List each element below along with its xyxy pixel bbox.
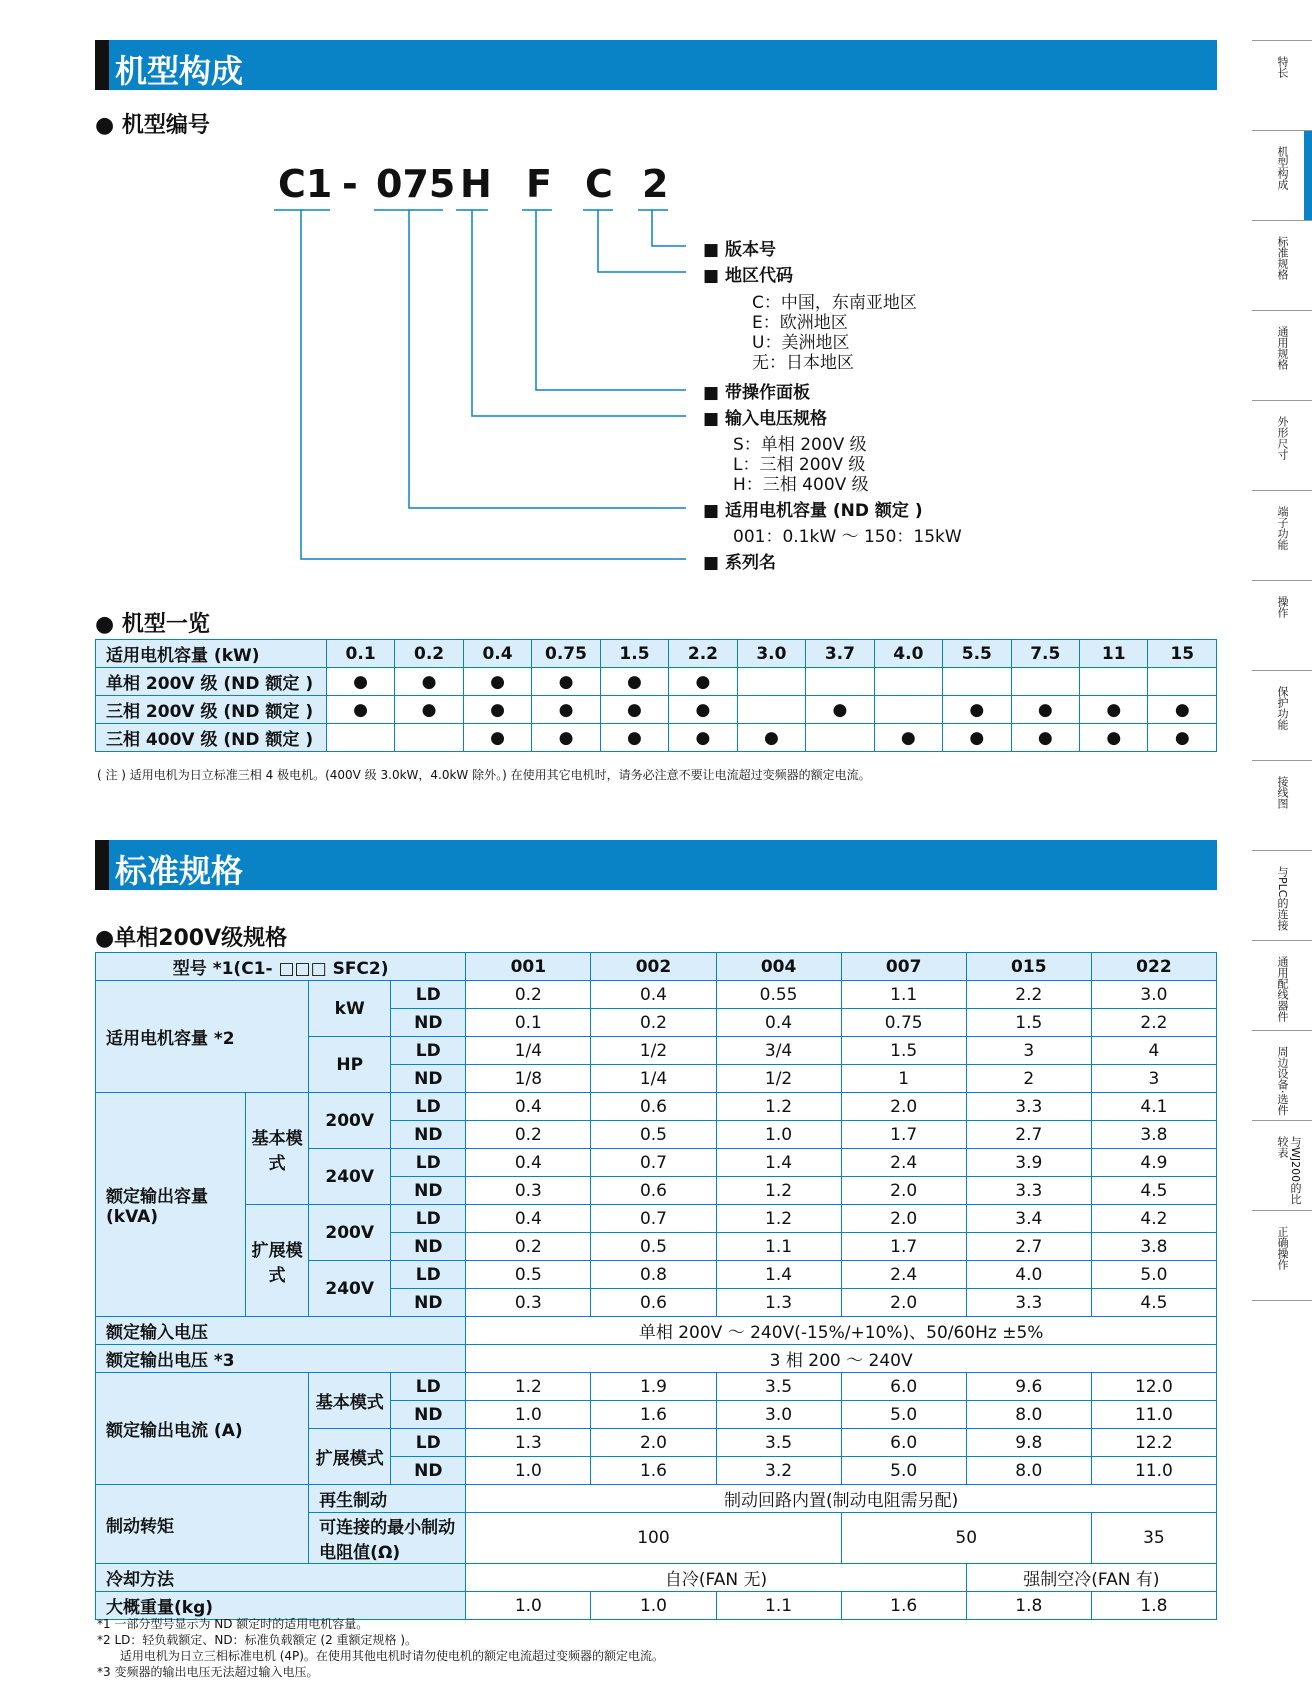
side-tab-model[interactable]: [1252, 130, 1312, 221]
side-tab-correct-use[interactable]: [1252, 1210, 1312, 1301]
mark-cell: [1080, 668, 1148, 696]
regen-value: 制动回路内置(制动电阻需另配): [466, 1485, 1217, 1513]
value-cell: 4.1: [1091, 1093, 1216, 1121]
lineup-row: [96, 696, 1217, 724]
mark-cell: ●: [669, 668, 737, 696]
nd-label: ND: [391, 1009, 466, 1037]
value-cell: 0.5: [466, 1261, 591, 1289]
value-cell: 3.8: [1091, 1233, 1216, 1261]
value-cell: 4.0: [966, 1261, 1091, 1289]
region-jp: 无：日本地区: [752, 353, 854, 373]
value-cell: 3.4: [966, 1205, 1091, 1233]
model-cell: 015: [966, 953, 1091, 981]
table-row: [96, 981, 1217, 1009]
value-cell: 0.1: [466, 1009, 591, 1037]
out-v-value: 3 相 200 ～ 240V: [466, 1345, 1217, 1373]
value-cell: 1.0: [466, 1401, 591, 1429]
cap-cell: 0.1: [326, 640, 394, 668]
value-cell: 1.5: [841, 1037, 966, 1065]
mark-cell: ●: [737, 724, 805, 752]
value-cell: 0.4: [716, 1009, 841, 1037]
mark-cell: ●: [874, 724, 942, 752]
value-cell: 0.2: [591, 1009, 716, 1037]
mark-cell: ●: [669, 696, 737, 724]
value-cell: 1.9: [591, 1373, 716, 1401]
label-panel: ■ 带操作面板: [703, 383, 810, 403]
value-cell: 5.0: [841, 1401, 966, 1429]
model-cell: 004: [716, 953, 841, 981]
value-cell: 2.0: [841, 1177, 966, 1205]
code-series: C1: [278, 162, 333, 206]
table-row: [96, 1345, 1217, 1373]
value-cell: 2: [966, 1065, 1091, 1093]
nd-label: ND: [391, 1401, 466, 1429]
value-cell: 3.2: [716, 1457, 841, 1485]
side-tab-general[interactable]: [1252, 310, 1312, 401]
side-tab-label: 与PLC的连接: [1276, 866, 1289, 931]
table-row: [96, 1205, 1217, 1233]
nd-label: ND: [391, 1121, 466, 1149]
side-tab-label: 通用规格: [1276, 326, 1289, 370]
voltage-l: L：三相 200V 级: [733, 455, 866, 475]
voltage-h: H：三相 400V 级: [733, 475, 869, 495]
cap-cell: 5.5: [943, 640, 1011, 668]
ld-label: LD: [391, 1373, 466, 1401]
mark-cell: [874, 668, 942, 696]
value-cell: 3.9: [966, 1149, 1091, 1177]
side-tab-label: 通用配线器件: [1276, 956, 1289, 1022]
footnote: *3 变频器的输出电压无法超过输入电压。: [97, 1665, 319, 1679]
side-tab-terminals[interactable]: [1252, 490, 1312, 581]
mark-cell: ●: [395, 668, 463, 696]
lineup-table: [95, 639, 1217, 752]
region-e: E：欧洲地区: [752, 313, 848, 333]
side-tab-label: 正确操作: [1276, 1226, 1289, 1270]
mark-cell: [737, 668, 805, 696]
value-cell: 0.4: [466, 1149, 591, 1177]
region-u: U：美洲地区: [752, 333, 850, 353]
lineup-row: [96, 668, 1217, 696]
table-row: [96, 1564, 1217, 1592]
cap-cell: 0.75: [532, 640, 600, 668]
value-cell: 3: [1091, 1065, 1216, 1093]
value-cell: 1: [841, 1065, 966, 1093]
side-index: [1252, 40, 1312, 1310]
value-cell: 1/4: [591, 1065, 716, 1093]
nd-label: ND: [391, 1177, 466, 1205]
value-cell: 0.5: [591, 1121, 716, 1149]
value-cell: 6.0: [841, 1373, 966, 1401]
value-cell: 3.5: [716, 1429, 841, 1457]
hp-label: HP: [309, 1037, 391, 1093]
capacity-range: 001：0.1kW ～ 150：15kW: [733, 527, 962, 547]
value-cell: 2.2: [1091, 1009, 1216, 1037]
cool-value: 强制空冷(FAN 有): [966, 1564, 1216, 1592]
model-label: 型号 *1(C1- □□□ SFC2): [96, 953, 466, 981]
code-panel: F: [526, 162, 552, 206]
value-cell: 2.4: [841, 1149, 966, 1177]
label-version: ■ 版本号: [703, 240, 776, 260]
value-cell: 0.4: [591, 981, 716, 1009]
nd-label: ND: [391, 1065, 466, 1093]
code-dash: -: [342, 162, 358, 206]
in-v-value: 单相 200V ～ 240V(-15%/+10%)、50/60Hz ±5%: [466, 1317, 1217, 1345]
ld-label: LD: [391, 1149, 466, 1177]
value-cell: 2.0: [841, 1093, 966, 1121]
label-capacity: ■ 适用电机容量 (ND 额定 ): [703, 501, 923, 521]
value-cell: 5.0: [1091, 1261, 1216, 1289]
side-tab-standard[interactable]: [1252, 220, 1312, 311]
mark-cell: ●: [669, 724, 737, 752]
value-cell: 1/4: [466, 1037, 591, 1065]
value-cell: 11.0: [1091, 1401, 1216, 1429]
value-cell: 2.0: [841, 1289, 966, 1317]
value-cell: 0.3: [466, 1177, 591, 1205]
mark-cell: ●: [395, 696, 463, 724]
mark-cell: [1011, 668, 1079, 696]
value-cell: 0.3: [466, 1289, 591, 1317]
mark-cell: ●: [1148, 696, 1217, 724]
ext-mode-label: 扩展模式: [309, 1429, 391, 1485]
mark-cell: ●: [326, 668, 394, 696]
value-cell: 8.0: [966, 1401, 1091, 1429]
mark-cell: ●: [1148, 724, 1217, 752]
value-cell: 12.2: [1091, 1429, 1216, 1457]
mark-cell: ●: [1011, 696, 1079, 724]
cap-cell: 3.0: [737, 640, 805, 668]
value-cell: 1.1: [716, 1592, 841, 1620]
value-cell: 4.5: [1091, 1289, 1216, 1317]
v240-label: 240V: [309, 1261, 391, 1317]
value-cell: 3.8: [1091, 1121, 1216, 1149]
mark-cell: [326, 724, 394, 752]
nd-label: ND: [391, 1457, 466, 1485]
mark-cell: ●: [463, 668, 531, 696]
value-cell: 1.4: [716, 1149, 841, 1177]
value-cell: 1.1: [716, 1233, 841, 1261]
value-cell: 1.2: [716, 1093, 841, 1121]
value-cell: 2.0: [841, 1205, 966, 1233]
value-cell: 2.7: [966, 1121, 1091, 1149]
table-row: [96, 953, 1217, 981]
nd-label: ND: [391, 1233, 466, 1261]
code-region: C: [585, 162, 613, 206]
value-cell: 3.0: [1091, 981, 1216, 1009]
basic-mode-label: 基本模式: [246, 1093, 309, 1205]
value-cell: 1.7: [841, 1121, 966, 1149]
value-cell: 0.7: [591, 1205, 716, 1233]
value-cell: 2.7: [966, 1233, 1091, 1261]
out-cap-label: 额定输出容量 (kVA): [96, 1093, 246, 1317]
value-cell: 0.75: [841, 1009, 966, 1037]
spec-heading: ●单相200V级规格: [95, 926, 288, 951]
cap-cell: 3.7: [806, 640, 874, 668]
side-tab-label: 与WJ200的比较表: [1276, 1136, 1302, 1205]
value-cell: 0.6: [591, 1093, 716, 1121]
footnote: *1 一部分型号显示为 ND 额定时的适用电机容量。: [97, 1617, 369, 1631]
lineup-row: [96, 724, 1217, 752]
cap-cell: 0.2: [395, 640, 463, 668]
mark-cell: ●: [600, 724, 668, 752]
value-cell: 1.7: [841, 1233, 966, 1261]
mark-cell: ●: [943, 696, 1011, 724]
value-cell: 5.0: [841, 1457, 966, 1485]
mark-cell: ●: [532, 668, 600, 696]
spec-table: [95, 952, 1217, 1620]
lineup-row-label: 三相 200V 级 (ND 额定 ): [96, 696, 327, 724]
table-row: [96, 1093, 1217, 1121]
ld-label: LD: [391, 1037, 466, 1065]
table-row: [96, 1317, 1217, 1345]
out-i-label: 额定输出电流 (A): [96, 1373, 309, 1485]
mark-cell: [874, 696, 942, 724]
value-cell: 3.3: [966, 1177, 1091, 1205]
mark-cell: ●: [532, 696, 600, 724]
side-tab-label: 接线图: [1276, 776, 1289, 809]
value-cell: 1.2: [466, 1373, 591, 1401]
lineup-header-row: [96, 640, 1217, 668]
mark-cell: ●: [1011, 724, 1079, 752]
lineup-heading: ● 机型一览: [95, 612, 210, 637]
mark-cell: [806, 724, 874, 752]
nd-label: ND: [391, 1289, 466, 1317]
cap-cell: 1.5: [600, 640, 668, 668]
lineup-row-label: 三相 400V 级 (ND 额定 ): [96, 724, 327, 752]
value-cell: 3.0: [716, 1401, 841, 1429]
value-cell: 0.6: [591, 1177, 716, 1205]
section-title-band: [95, 840, 1217, 890]
mark-cell: [943, 668, 1011, 696]
mark-cell: ●: [1080, 696, 1148, 724]
value-cell: 9.8: [966, 1429, 1091, 1457]
side-tab-devices[interactable]: [1252, 940, 1312, 1031]
v240-label: 240V: [309, 1149, 391, 1205]
side-tab-label: 端子功能: [1276, 506, 1289, 550]
side-tab-label: 周边设备·选件: [1276, 1046, 1289, 1116]
mark-cell: [806, 668, 874, 696]
model-cell: 022: [1091, 953, 1216, 981]
minres-value: 35: [1091, 1513, 1216, 1564]
cap-cell: 11: [1080, 640, 1148, 668]
table-row: [96, 1485, 1217, 1513]
value-cell: 11.0: [1091, 1457, 1216, 1485]
value-cell: 1.8: [966, 1592, 1091, 1620]
side-tab-options[interactable]: [1252, 1030, 1312, 1121]
out-v-label: 额定输出电压 *3: [96, 1345, 466, 1373]
value-cell: 3.3: [966, 1093, 1091, 1121]
label-series: ■ 系列名: [703, 553, 776, 573]
mark-cell: ●: [532, 724, 600, 752]
value-cell: 1.0: [466, 1457, 591, 1485]
code-voltage: H: [460, 162, 492, 206]
mark-cell: ●: [463, 696, 531, 724]
value-cell: 3.3: [966, 1289, 1091, 1317]
mark-cell: ●: [1080, 724, 1148, 752]
value-cell: 4: [1091, 1037, 1216, 1065]
model-cell: 002: [591, 953, 716, 981]
footnote: 适用电机为日立三相标准电机 (4P)。在使用其他电机时请勿使电机的额定电流超过变频器的额定电流。: [97, 1649, 664, 1663]
ld-label: LD: [391, 981, 466, 1009]
side-tab-label: 标准规格: [1276, 236, 1289, 280]
value-cell: 6.0: [841, 1429, 966, 1457]
value-cell: 0.6: [591, 1289, 716, 1317]
side-tab-features[interactable]: [1252, 40, 1312, 131]
value-cell: 2.2: [966, 981, 1091, 1009]
mark-cell: [737, 696, 805, 724]
cap-cell: 15: [1148, 640, 1217, 668]
value-cell: 2.4: [841, 1261, 966, 1289]
value-cell: 8.0: [966, 1457, 1091, 1485]
ext-mode-label: 扩展模式: [246, 1205, 309, 1317]
kw-label: kW: [309, 981, 391, 1037]
value-cell: 0.55: [716, 981, 841, 1009]
mark-cell: ●: [600, 668, 668, 696]
value-cell: 1.2: [716, 1177, 841, 1205]
side-tab-protection[interactable]: [1252, 670, 1312, 761]
value-cell: 9.6: [966, 1373, 1091, 1401]
value-cell: 0.5: [591, 1233, 716, 1261]
value-cell: 0.2: [466, 1233, 591, 1261]
label-voltage: ■ 输入电压规格: [703, 409, 827, 429]
mark-cell: [1148, 668, 1217, 696]
value-cell: 4.9: [1091, 1149, 1216, 1177]
value-cell: 1.5: [966, 1009, 1091, 1037]
voltage-s: S：单相 200V 级: [733, 435, 867, 455]
cool-label: 冷却方法: [96, 1564, 466, 1592]
value-cell: 1.6: [591, 1401, 716, 1429]
mark-cell: ●: [806, 696, 874, 724]
side-tab-label: 操作: [1276, 596, 1289, 618]
side-tab-label: 保护功能: [1276, 686, 1289, 730]
value-cell: 0.2: [466, 981, 591, 1009]
side-tab-compare[interactable]: [1252, 1120, 1312, 1211]
side-tab-wiring[interactable]: [1252, 760, 1312, 851]
lineup-note: ( 注 ) 适用电机为日立标准三相 4 极电机。(400V 级 3.0kW，4.0kW 除外。) 在使用其它电机时，请务必注意不要让电流超过变频器的额定电流。: [97, 768, 871, 782]
minres-value: 50: [841, 1513, 1091, 1564]
value-cell: 3/4: [716, 1037, 841, 1065]
model-number-heading: ● 机型编号: [95, 113, 210, 138]
v200-label: 200V: [309, 1205, 391, 1261]
value-cell: 4.5: [1091, 1177, 1216, 1205]
value-cell: 1.6: [841, 1592, 966, 1620]
basic-mode-label: 基本模式: [309, 1373, 391, 1429]
cap-cell: 4.0: [874, 640, 942, 668]
motor-label: 适用电机容量 *2: [96, 981, 309, 1093]
lineup-row-label: 单相 200V 级 (ND 额定 ): [96, 668, 327, 696]
value-cell: 0.8: [591, 1261, 716, 1289]
ld-label: LD: [391, 1205, 466, 1233]
model-cell: 001: [466, 953, 591, 981]
value-cell: 12.0: [1091, 1373, 1216, 1401]
value-cell: 3: [966, 1037, 1091, 1065]
value-cell: 1.8: [1091, 1592, 1216, 1620]
cap-cell: 0.4: [463, 640, 531, 668]
side-tab-label: 特长: [1276, 56, 1289, 78]
value-cell: 0.4: [466, 1205, 591, 1233]
mark-cell: [395, 724, 463, 752]
value-cell: 0.2: [466, 1121, 591, 1149]
value-cell: 1/8: [466, 1065, 591, 1093]
value-cell: 1.1: [841, 981, 966, 1009]
value-cell: 1/2: [591, 1037, 716, 1065]
value-cell: 1.6: [591, 1457, 716, 1485]
region-c: C：中国，东南亚地区: [752, 293, 917, 313]
value-cell: 3.5: [716, 1373, 841, 1401]
mark-cell: ●: [943, 724, 1011, 752]
value-cell: 4.2: [1091, 1205, 1216, 1233]
weight-label: 大概重量(kg): [96, 1592, 466, 1620]
footnote: *2 LD：轻负载额定、ND：标准负载额定 (2 重额定规格 )。: [97, 1633, 418, 1647]
value-cell: 0.4: [466, 1093, 591, 1121]
lineup-header-label: 适用电机容量 (kW): [96, 640, 327, 668]
v200-label: 200V: [309, 1093, 391, 1149]
side-tab-plc[interactable]: [1252, 850, 1312, 941]
minres-label: 可连接的最小制动电阻值(Ω): [309, 1513, 466, 1564]
value-cell: 1.0: [591, 1592, 716, 1620]
value-cell: 2.0: [591, 1429, 716, 1457]
section-title: 机型构成: [115, 52, 244, 90]
cap-cell: 7.5: [1011, 640, 1079, 668]
ld-label: LD: [391, 1093, 466, 1121]
brake-label: 制动转矩: [96, 1485, 309, 1564]
in-v-label: 额定输入电压: [96, 1317, 466, 1345]
value-cell: 1.3: [466, 1429, 591, 1457]
code-version: 2: [642, 162, 669, 206]
title-marker: [95, 840, 109, 890]
regen-label: 再生制动: [309, 1485, 466, 1513]
value-cell: 1/2: [716, 1065, 841, 1093]
table-row: [96, 1373, 1217, 1401]
value-cell: 1.0: [716, 1121, 841, 1149]
mark-cell: ●: [326, 696, 394, 724]
side-tab-label: 机型构成: [1276, 146, 1289, 190]
label-region: ■ 地区代码: [703, 266, 793, 286]
mark-cell: ●: [463, 724, 531, 752]
section-title: 标准规格: [115, 852, 244, 890]
cap-cell: 2.2: [669, 640, 737, 668]
value-cell: 0.7: [591, 1149, 716, 1177]
side-tab-dimensions[interactable]: [1252, 400, 1312, 491]
value-cell: 1.3: [716, 1289, 841, 1317]
value-cell: 1.0: [466, 1592, 591, 1620]
code-capacity: 075: [376, 162, 456, 206]
mark-cell: ●: [600, 696, 668, 724]
side-tab-label: 外形尺寸: [1276, 416, 1289, 460]
value-cell: 1.2: [716, 1205, 841, 1233]
minres-value: 100: [466, 1513, 841, 1564]
side-tab-operation[interactable]: [1252, 580, 1312, 671]
value-cell: 1.4: [716, 1261, 841, 1289]
cool-value: 自冷(FAN 无): [466, 1564, 966, 1592]
ld-label: LD: [391, 1429, 466, 1457]
ld-label: LD: [391, 1261, 466, 1289]
model-cell: 007: [841, 953, 966, 981]
model-code-connectors: [0, 0, 1312, 600]
